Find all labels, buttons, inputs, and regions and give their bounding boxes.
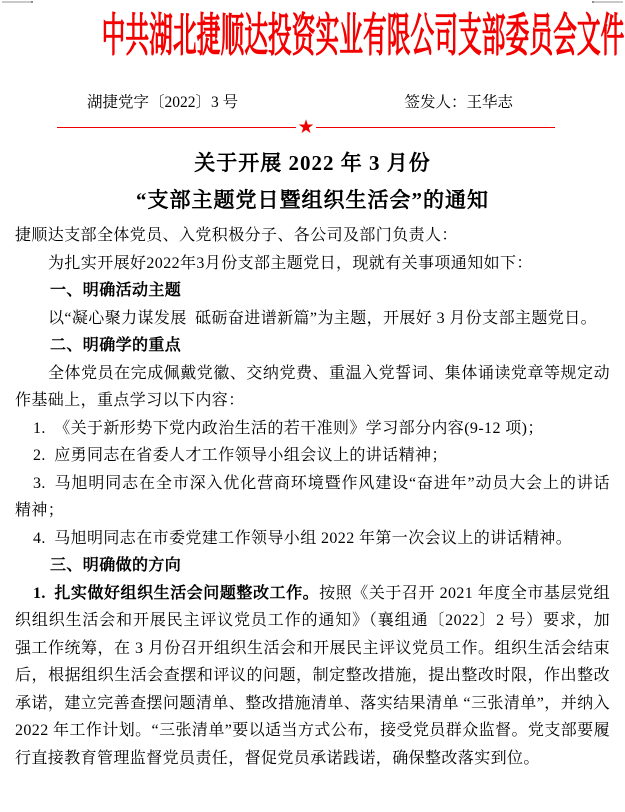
list-item-2: 2. 应勇同志在省委人才工作领导小组会议上的讲话精神；	[33, 447, 448, 464]
doc-number-row	[0, 93, 625, 113]
section1-heading: 一、明确活动主题	[50, 282, 182, 299]
red-divider	[57, 117, 555, 137]
section2-intro: 全体党员在完成佩戴党徽、交纳党费、重温入党誓词、集体诵读党章等规定动作基础上，重点学习以下内容：	[15, 364, 610, 409]
list-item-1: 1. 《关于新形势下党内政治生活的若干准则》学习部分内容(9-12 项)；	[33, 419, 544, 437]
doc-title	[0, 145, 625, 219]
intro-paragraph: 为扎实开展好2022年3月份支部主题党日，现就有关事项通知如下：	[48, 254, 533, 272]
section3-item-lead: 1. 扎实做好组织生活会问题整改工作。	[33, 584, 320, 602]
section3-item-text: 按照《关于召开 2021 年度全市基层党组织组织生活会和开展民主评议党员工作的通知》（襄组通〔2022〕2 号）要求，加强工作统筹，在 3 月份召开组织生活会和开展民主评议党员工作。组织生活会结束后，根据组织生活会查摆和评议的问题，制定整改措施，提出整改时限，作出整改承诺，建立完善查摆问题清单、整改措施清单、落实结果清单 “三张清单”，并纳入 2022 年工作计划。“三张清单”要以适当方式公布，接受党员群众监督。党支部要履行直接教育管理监督党员责任，督促党员承诺践诺，确保整改落实到位。	[15, 584, 610, 767]
star-icon: ★	[297, 116, 315, 138]
signer-name: 签发人：王华志	[404, 94, 513, 111]
section3-heading: 三、明确做的方向	[50, 557, 182, 574]
red-rule-right	[316, 127, 555, 128]
doc-title-line2: “支部主题党日暨组织生活会”的通知	[136, 188, 489, 212]
red-rule-left	[57, 127, 296, 128]
window-edge-artifact-right	[592, 1, 623, 3]
section2-heading: 二、明确学的重点	[50, 337, 182, 354]
section1-text: 以“凝心聚力谋发展 砥砺奋进谱新篇”为主题，开展好 3 月份支部主题党日。	[48, 309, 598, 327]
salutation: 捷顺达支部全体党员、入党积极分子、各公司及部门负责人：	[15, 227, 458, 244]
org-title: 中共湖北捷顺达投资实业有限公司支部委员会文件	[101, 9, 625, 61]
document-header	[0, 0, 625, 61]
list-item-4: 4. 马旭明同志在市委党建工作领导小组 2022 年第一次会议上的讲话精神。	[33, 529, 573, 547]
doc-title-line1: 关于开展 2022 年 3 月份	[194, 151, 431, 175]
list-item-3: 3. 马旭明同志在全市深入优化营商环境暨作风建设“奋进年”动员大会上的讲话精神；	[15, 474, 610, 519]
section3-paragraph	[15, 580, 610, 773]
doc-number: 湖捷党字〔2022〕3 号	[87, 94, 239, 111]
document-body	[15, 222, 610, 772]
window-edge-artifact-left	[2, 1, 33, 3]
